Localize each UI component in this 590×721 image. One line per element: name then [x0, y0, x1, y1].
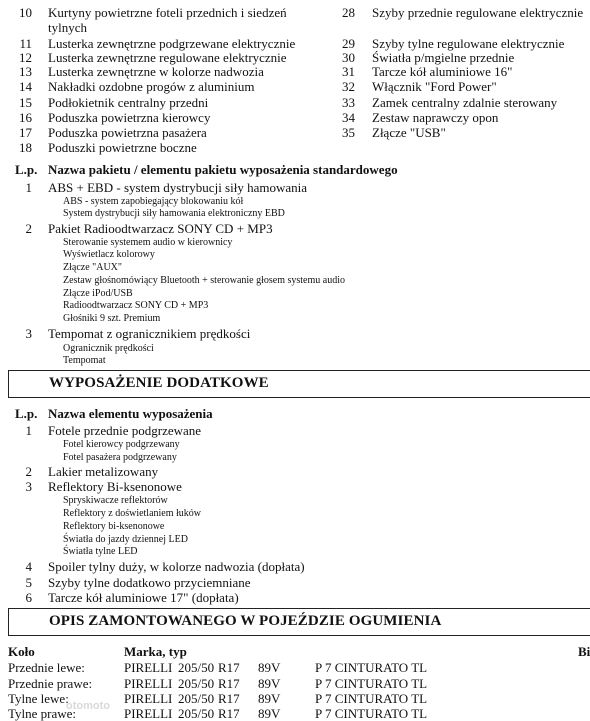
wheel-position: Przednie prawe: [8, 676, 93, 691]
tire-model: P 7 CINTURATO TL [315, 706, 428, 721]
extra-sub-item: Światła do jazdy dziennej LED [63, 534, 188, 545]
list-item-text-continued: tylnych [48, 20, 87, 35]
tire-load-index: 89V [258, 691, 281, 706]
wheel-position: Tylne lewe: [8, 691, 69, 706]
extra-sub-item: Światła tylne LED [63, 546, 138, 557]
list-item-text: Poduszki powietrzne boczne [48, 140, 197, 155]
extra-name: Lakier metalizowany [48, 464, 159, 479]
section-title: WYPOSAŻENIE DODATKOWE [49, 375, 269, 391]
tire-brand: PIRELLI [124, 706, 173, 721]
column-header-name: Nazwa elementu wyposażenia [48, 406, 213, 421]
tire-rim: R17 [218, 691, 240, 706]
extra-number: 3 [25, 479, 32, 494]
extra-sub-item: Reflektory z doświetlaniem łuków [63, 508, 202, 519]
tire-load-index: 89V [258, 660, 281, 675]
package-number: 2 [25, 221, 32, 236]
list-number: 32 [342, 79, 355, 94]
extra-number: 6 [25, 590, 32, 605]
list-item-text: Włącznik "Ford Power" [372, 79, 497, 94]
extra-sub-item: Spryskiwacze reflektorów [63, 495, 168, 506]
tire-model: P 7 CINTURATO TL [315, 660, 428, 675]
extra-number: 4 [25, 559, 32, 574]
column-header-lp: L.p. [15, 162, 38, 177]
list-number: 12 [19, 50, 32, 65]
extra-name: Fotele przednie podgrzewane [48, 423, 202, 438]
watermark-logo: otomoto [66, 700, 110, 712]
extra-number: 1 [25, 423, 32, 438]
package-sub-item: System dystrybucji siły hamowania elektroniczny EBD [63, 208, 285, 219]
extra-sub-item: Reflektory bi-ksenonowe [63, 521, 165, 532]
list-number: 35 [342, 125, 355, 140]
extra-name: Reflektory Bi-ksenonowe [48, 479, 182, 494]
list-item-text: Szyby przednie regulowane elektrycznie [372, 5, 584, 20]
tire-rim: R17 [218, 706, 240, 721]
package-sub-item: Tempomat [63, 355, 106, 366]
package-sub-item: Złącze "AUX" [63, 262, 122, 273]
extra-sub-item: Fotel pasażera podgrzewany [63, 452, 177, 463]
column-header-brand: Marka, typ [124, 644, 187, 659]
tire-rim: R17 [218, 660, 240, 675]
list-item-text: Poduszka powietrzna pasażera [48, 125, 207, 140]
list-number: 31 [342, 64, 355, 79]
tire-size: 205/50 [178, 706, 215, 721]
list-item-text: Podłokietnik centralny przedni [48, 95, 209, 110]
list-item-text: Złącze "USB" [372, 125, 446, 140]
list-item-text: Zestaw naprawczy opon [372, 110, 499, 125]
list-number: 34 [342, 110, 355, 125]
list-item-text: Zamek centralny zdalnie sterowany [372, 95, 558, 110]
list-number: 17 [19, 125, 32, 140]
package-sub-item: ABS - system zapobiegający blokowaniu kół [63, 196, 244, 207]
extra-number: 2 [25, 464, 32, 479]
tire-size: 205/50 [178, 691, 215, 706]
extra-name: Tarcze kół aluminiowe 17" (dopłata) [48, 590, 239, 605]
list-number: 29 [342, 36, 355, 51]
package-sub-item: Złącze iPod/USB [63, 288, 133, 299]
section-header-extra-equipment [8, 370, 590, 398]
extra-number: 5 [25, 575, 32, 590]
tire-brand: PIRELLI [124, 660, 173, 675]
package-number: 3 [25, 326, 32, 341]
extra-sub-item: Fotel kierowcy podgrzewany [63, 439, 180, 450]
list-item-text: Kurtyny powietrzne foteli przednich i siedzeń [48, 5, 287, 20]
list-item-text: Tarcze kół aluminiowe 16" [372, 64, 513, 79]
list-number: 16 [19, 110, 32, 125]
tire-size: 205/50 [178, 660, 215, 675]
package-sub-item: Radioodtwarzacz SONY CD + MP3 [63, 300, 209, 311]
list-number: 30 [342, 50, 355, 65]
extra-name: Spoiler tylny duży, w kolorze nadwozia (dopłata) [48, 559, 305, 574]
package-sub-item: Wyświetlacz kolorowy [63, 249, 155, 260]
section-title: OPIS ZAMONTOWANEGO W POJEŹDZIE OGUMIENIA [49, 613, 442, 629]
list-number: 18 [19, 140, 32, 155]
package-number: 1 [25, 180, 32, 195]
column-header-wheel: Koło [8, 644, 35, 659]
list-item-text: Szyby tylne regulowane elektrycznie [372, 36, 565, 51]
list-number: 28 [342, 5, 355, 20]
list-number: 14 [19, 79, 32, 94]
list-item-text: Poduszka powietrzna kierowcy [48, 110, 211, 125]
tire-size: 205/50 [178, 676, 215, 691]
tire-load-index: 89V [258, 676, 281, 691]
list-number: 10 [19, 5, 32, 20]
package-sub-item: Zestaw głośnomówiący Bluetooth + sterowanie głosem systemu audio [63, 275, 345, 286]
tire-rim: R17 [218, 676, 240, 691]
list-number: 13 [19, 64, 32, 79]
list-item-text: Nakładki ozdobne progów z aluminium [48, 79, 255, 94]
section-header-tires [8, 608, 590, 636]
package-name: ABS + EBD - system dystrybucji siły hamowania [48, 180, 308, 195]
tire-brand: PIRELLI [124, 676, 173, 691]
package-sub-item: Sterowanie systemem audio w kierownicy [63, 237, 233, 248]
package-sub-item: Ogranicznik prędkości [63, 343, 154, 354]
list-item-text: Światła p/mgielne przednie [372, 50, 515, 65]
tire-model: P 7 CINTURATO TL [315, 676, 428, 691]
tire-brand: PIRELLI [124, 691, 173, 706]
list-item-text: Lusterka zewnętrzne regulowane elektrycznie [48, 50, 287, 65]
list-number: 11 [19, 36, 32, 51]
package-sub-item: Głośniki 9 szt. Premium [63, 313, 161, 324]
tire-model: P 7 CINTURATO TL [315, 691, 428, 706]
package-name: Tempomat z ogranicznikiem prędkości [48, 326, 251, 341]
list-item-text: Lusterka zewnętrzne podgrzewane elektrycznie [48, 36, 296, 51]
list-item-text: Lusterka zewnętrzne w kolorze nadwozia [48, 64, 264, 79]
list-number: 33 [342, 95, 355, 110]
tire-load-index: 89V [258, 706, 281, 721]
column-header-name: Nazwa pakietu / elementu pakietu wyposażenia standardowego [48, 162, 398, 177]
wheel-position: Przednie lewe: [8, 660, 85, 675]
column-header-lp: L.p. [15, 406, 38, 421]
column-header-cut: Bi [578, 644, 590, 659]
list-number: 15 [19, 95, 32, 110]
package-name: Pakiet Radioodtwarzacz SONY CD + MP3 [48, 221, 273, 236]
wheel-position: Tylne prawe: [8, 706, 77, 721]
extra-name: Szyby tylne dodatkowo przyciemniane [48, 575, 251, 590]
